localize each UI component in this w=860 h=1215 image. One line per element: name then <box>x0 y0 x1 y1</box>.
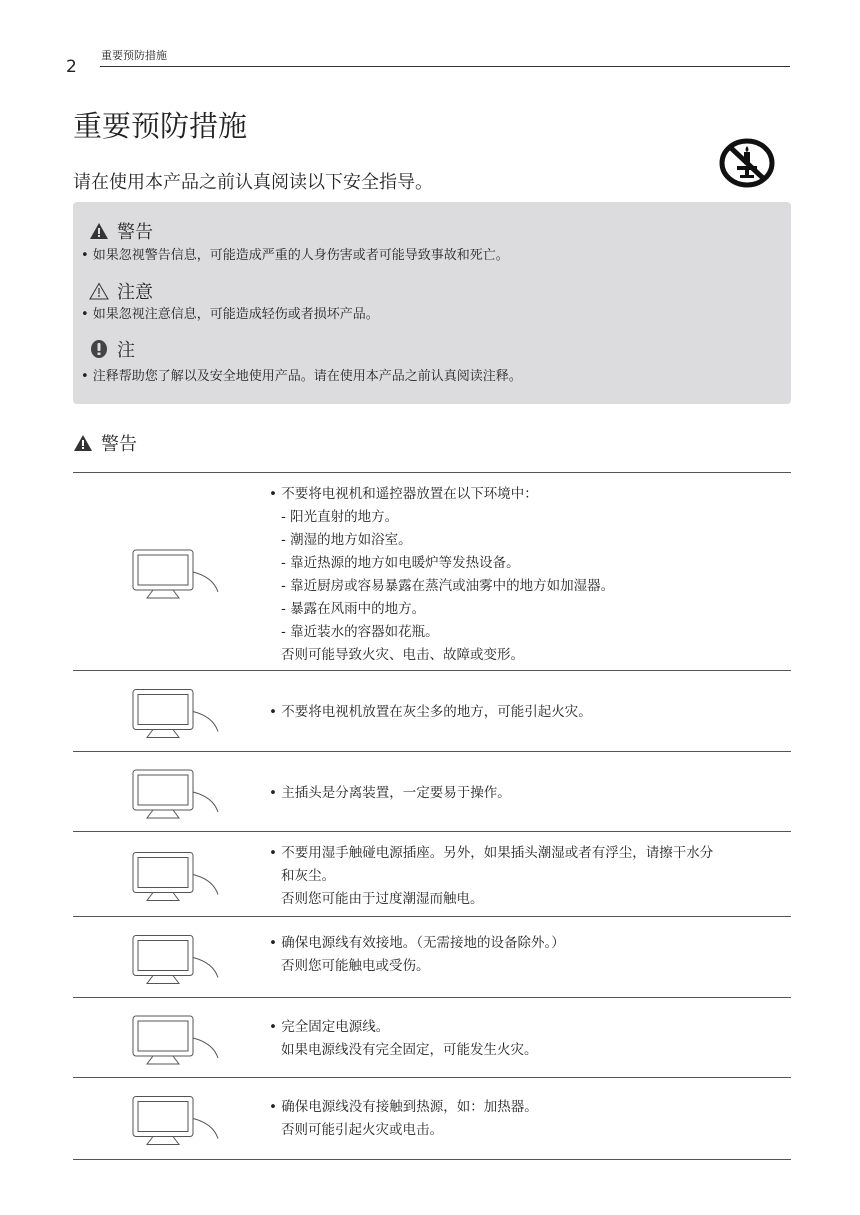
row-text-line: • 不要将电视机和遥控器放置在以下环境中： <box>269 486 538 502</box>
warning-filled-icon <box>89 222 109 240</box>
legend-caution <box>89 278 153 304</box>
heat-source-illustration <box>73 1078 263 1159</box>
row-text <box>269 842 769 911</box>
row-text-line: - 暴露在风雨中的地方。 <box>281 601 426 617</box>
header-divider <box>100 66 790 67</box>
section-heading-warning <box>73 430 137 456</box>
legend-note-text: • 注释帮助您了解以及安全地使用产品。请在使用本产品之前认真阅读注释。 <box>81 369 522 384</box>
row-text <box>269 701 769 724</box>
row-text-line: • 主插头是分离装置，一定要易于操作。 <box>269 785 511 801</box>
row-text-line: 否则您可能由于过度潮湿而触电。 <box>281 891 484 907</box>
row-text <box>269 483 769 667</box>
row-text-line: 否则可能引起火灾或电击。 <box>281 1122 443 1138</box>
row-text <box>269 932 769 978</box>
row-text-line: • 不要将电视机放置在灰尘多的地方，可能引起火灾。 <box>269 704 592 720</box>
section-heading-label: 警告 <box>101 434 137 455</box>
secure-cord-illustration <box>73 998 263 1078</box>
legend-warning-text: • 如果忽视警告信息，可能造成严重的人身伤害或者可能导致事故和死亡。 <box>81 248 509 263</box>
row-text <box>269 1096 769 1142</box>
row-text-line: - 阳光直射的地方。 <box>281 509 399 525</box>
row-text <box>269 1016 769 1062</box>
row-text-line: • 确保电源线没有接触到热源，如：加热器。 <box>269 1099 538 1115</box>
row-text-line: 否则您可能触电或受伤。 <box>281 958 430 974</box>
page-title: 重要预防措施 <box>73 109 248 143</box>
page-number: 2 <box>66 57 77 77</box>
caution-outline-icon <box>89 282 109 300</box>
legend-caution-text: • 如果忽视注意信息，可能造成轻伤或者损坏产品。 <box>81 307 379 322</box>
warning-row <box>73 1077 791 1160</box>
legend-note <box>89 336 135 362</box>
page-subtitle: 请在使用本产品之前认真阅读以下安全指导。 <box>73 172 433 193</box>
row-text-line: - 靠近装水的容器如花瓶。 <box>281 624 439 640</box>
wet-hands-illustration <box>73 832 263 917</box>
safety-legend-box <box>73 202 791 404</box>
warning-row <box>73 751 791 832</box>
row-text-line: 和灰尘。 <box>281 868 335 884</box>
warning-row <box>73 670 791 752</box>
warning-row <box>73 997 791 1078</box>
warning-filled-icon <box>73 434 93 452</box>
running-header: 重要预防措施 <box>101 49 167 62</box>
row-text-line: • 不要用湿手触碰电源插座。另外，如果插头潮湿或者有浮尘，请擦干水分 <box>269 845 714 861</box>
tv-environment-illustration <box>73 473 263 671</box>
row-text-line: 如果电源线没有完全固定，可能发生火灾。 <box>281 1042 538 1058</box>
row-text-line: - 靠近热源的地方如电暖炉等发热设备。 <box>281 555 520 571</box>
legend-caution-label: 注意 <box>117 282 153 303</box>
row-text-line: • 完全固定电源线。 <box>269 1019 390 1035</box>
legend-warning-label: 警告 <box>117 222 153 243</box>
row-text-line: - 潮湿的地方如浴室。 <box>281 532 412 548</box>
warning-row <box>73 916 791 998</box>
legend-warning <box>89 218 153 244</box>
warning-row <box>73 472 791 671</box>
ground-illustration <box>73 917 263 998</box>
row-text-line: • 确保电源线有效接地。（无需接地的设备除外。） <box>269 935 565 951</box>
row-text-line: 否则可能导致火灾、电击、故障或变形。 <box>281 647 524 663</box>
plug-illustration <box>73 752 263 832</box>
dust-illustration <box>73 671 263 752</box>
warning-row <box>73 831 791 917</box>
row-text-line: - 靠近厨房或容易暴露在蒸汽或油雾中的地方如加湿器。 <box>281 578 615 594</box>
note-exclamation-icon <box>89 339 109 359</box>
no-candle-icon <box>719 138 775 188</box>
row-text <box>269 782 769 805</box>
legend-note-label: 注 <box>117 340 135 361</box>
